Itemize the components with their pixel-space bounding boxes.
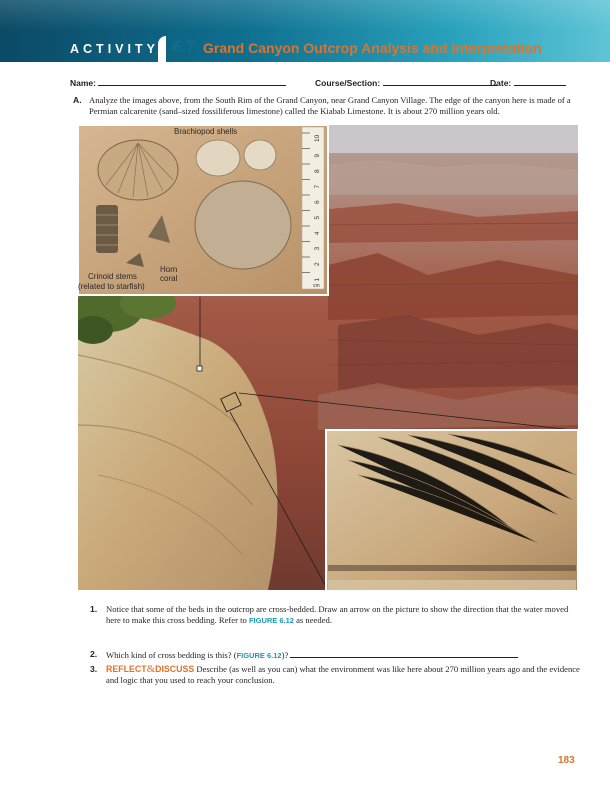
label-brachiopod: Brachiopod shells: [174, 127, 238, 136]
ruler-tick-label: 1: [314, 277, 321, 282]
ruler-tick-label: 5: [314, 215, 321, 220]
ruler-tick-label: 7: [314, 184, 321, 189]
ruler-tick-label: 6: [314, 200, 321, 204]
canyon-photo-composite: [78, 125, 578, 590]
title-box: [158, 36, 166, 62]
q3-text: REFLECT&DISCUSS Describe (as well as you can) what the environment was like here about 270 million years ago and the evidence and logic that you used to reach your conclusion.: [106, 663, 580, 685]
name-field[interactable]: [70, 77, 286, 88]
label-horn-2: coral: [160, 274, 178, 283]
course-label: Course/Section:: [315, 78, 381, 88]
q1-text: Notice that some of the beds in the outcrop are cross-bedded. Draw an arrow on the picture to show the direction that the water moved here to make this cross bedding. Refer to FIGURE 6.12 as needed.: [106, 604, 569, 625]
part-a-letter: A.: [73, 95, 82, 105]
label-crinoid-2: (related to starfish): [78, 282, 145, 291]
q1-number: 1.: [90, 604, 98, 614]
activity-number: 6.7: [172, 37, 196, 56]
activity-title: Grand Canyon Outcrop Analysis and Interpretation: [203, 40, 542, 56]
date-field[interactable]: [490, 77, 566, 88]
ruler-tick-label: 8: [314, 169, 321, 173]
name-blank[interactable]: [98, 77, 286, 86]
q3-number: 3.: [90, 664, 98, 674]
label-crinoid-1: Crinoid stems: [88, 272, 137, 281]
q2-answer-blank[interactable]: [290, 649, 518, 658]
page-number: 183: [558, 755, 575, 766]
ruler-tick-label: 3: [314, 246, 321, 251]
ruler-tick-label: 9: [314, 153, 321, 158]
label-horn-1: Horn: [160, 265, 178, 274]
ruler-tick-label: 2: [314, 262, 321, 266]
discuss-label: DISCUSS: [155, 664, 195, 674]
course-field[interactable]: [315, 77, 497, 88]
ruler-tick-label: 4: [314, 231, 321, 235]
part-a-text: Analyze the images above, from the South Rim of the Grand Canyon, near Grand Canyon Village. The edge of the canyon here is made of a Permian calcarenite (sand–sized fossiliferous limestone) called the Kiabab Limestone. It is about 270 million years old.: [89, 95, 571, 116]
q1-figure-ref[interactable]: FIGURE 6.12: [248, 616, 294, 625]
ampersand: &: [146, 663, 156, 675]
ruler-unit: cm: [313, 283, 320, 289]
reflect-label: REFLECT: [106, 664, 147, 674]
q2-text: Which kind of cross bedding is this? (FIGURE 6.12)?: [106, 649, 584, 661]
name-label: Name:: [70, 78, 96, 88]
course-blank[interactable]: [383, 77, 497, 86]
date-blank[interactable]: [514, 77, 566, 86]
q2-figure-ref[interactable]: FIGURE 6.12: [236, 651, 282, 660]
date-label: Date:: [490, 78, 512, 88]
activity-label: ACTIVITY: [70, 42, 159, 56]
ruler-tick-label: 10: [314, 134, 321, 142]
q2-number: 2.: [90, 649, 98, 659]
